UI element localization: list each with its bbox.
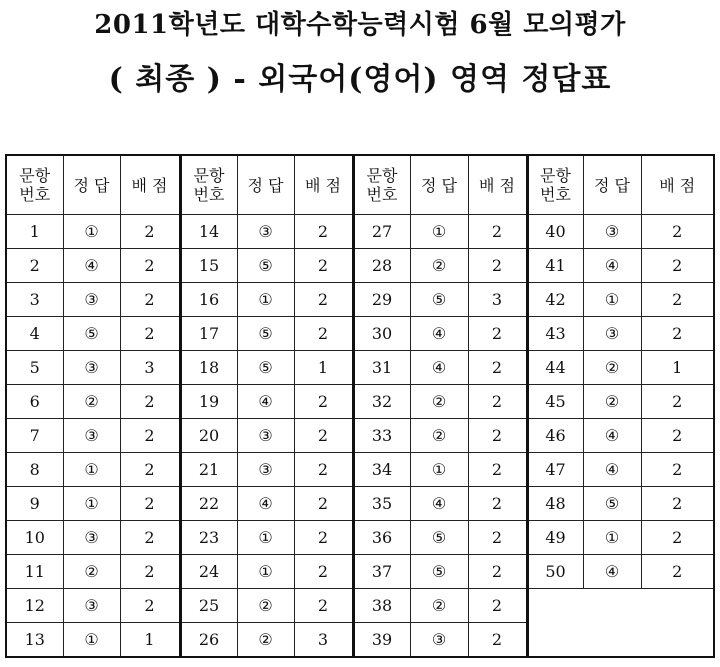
question-number: 30 <box>353 317 410 351</box>
question-number: 34 <box>353 453 410 487</box>
question-number: 24 <box>180 555 237 589</box>
answer-mark: ② <box>63 555 120 589</box>
answer-mark: ① <box>63 453 120 487</box>
score-value: 2 <box>468 623 527 658</box>
score-value: 2 <box>120 317 180 351</box>
answer-mark: ② <box>583 351 641 385</box>
answer-mark: ⑤ <box>410 555 468 589</box>
score-value: 3 <box>120 351 180 385</box>
score-value: 2 <box>294 487 353 521</box>
answer-mark: ⑤ <box>410 521 468 555</box>
score-value: 2 <box>641 521 714 555</box>
question-number: 33 <box>353 419 410 453</box>
question-number: 25 <box>180 589 237 623</box>
score-value: 2 <box>641 385 714 419</box>
answer-mark: ④ <box>583 555 641 589</box>
question-number: 49 <box>527 521 583 555</box>
question-number: 9 <box>6 487 63 521</box>
answer-mark: ③ <box>583 317 641 351</box>
answer-mark: ① <box>237 283 294 317</box>
score-value: 2 <box>120 453 180 487</box>
answer-mark: ④ <box>237 487 294 521</box>
answer-mark: ④ <box>237 385 294 419</box>
question-number: 36 <box>353 521 410 555</box>
answer-mark: ① <box>63 487 120 521</box>
table-row <box>6 385 714 419</box>
score-value: 2 <box>641 215 714 249</box>
question-number: 4 <box>6 317 63 351</box>
answer-mark: ② <box>410 249 468 283</box>
question-number: 17 <box>180 317 237 351</box>
question-number: 45 <box>527 385 583 419</box>
answer-mark: ③ <box>63 351 120 385</box>
answer-mark: ④ <box>583 453 641 487</box>
answer-mark: ④ <box>63 249 120 283</box>
question-number: 16 <box>180 283 237 317</box>
table-row <box>6 453 714 487</box>
header-answer: 정 답 <box>583 155 641 215</box>
question-number: 29 <box>353 283 410 317</box>
answer-mark: ③ <box>237 215 294 249</box>
answer-mark: ⑤ <box>410 283 468 317</box>
score-value: 2 <box>468 317 527 351</box>
answer-mark: ④ <box>410 351 468 385</box>
score-value: 2 <box>468 589 527 623</box>
empty-cell <box>583 589 641 623</box>
answer-mark: ③ <box>63 419 120 453</box>
score-value: 2 <box>294 317 353 351</box>
score-value: 2 <box>120 419 180 453</box>
header-question-number: 문항 번호 <box>180 155 237 215</box>
answer-mark: ② <box>237 589 294 623</box>
score-value: 2 <box>641 249 714 283</box>
question-number: 48 <box>527 487 583 521</box>
header-score: 배 점 <box>468 155 527 215</box>
answer-mark: ④ <box>583 249 641 283</box>
question-number: 2 <box>6 249 63 283</box>
answer-mark: ① <box>583 521 641 555</box>
question-number: 31 <box>353 351 410 385</box>
table-row <box>6 215 714 249</box>
question-number: 28 <box>353 249 410 283</box>
score-value: 2 <box>468 521 527 555</box>
question-number: 18 <box>180 351 237 385</box>
table-row <box>6 419 714 453</box>
table-row <box>6 283 714 317</box>
answer-mark: ① <box>63 215 120 249</box>
question-number: 50 <box>527 555 583 589</box>
question-number: 19 <box>180 385 237 419</box>
question-number: 10 <box>6 521 63 555</box>
answer-mark: ④ <box>410 317 468 351</box>
question-number: 43 <box>527 317 583 351</box>
score-value: 2 <box>294 521 353 555</box>
question-number: 1 <box>6 215 63 249</box>
question-number: 35 <box>353 487 410 521</box>
answer-mark: ③ <box>237 419 294 453</box>
question-number: 22 <box>180 487 237 521</box>
header-score: 배 점 <box>120 155 180 215</box>
question-number: 38 <box>353 589 410 623</box>
score-value: 3 <box>468 283 527 317</box>
empty-cell <box>527 589 583 623</box>
header-question-number: 문항 번호 <box>353 155 410 215</box>
answer-mark: ③ <box>410 623 468 658</box>
score-value: 2 <box>294 419 353 453</box>
score-value: 2 <box>120 589 180 623</box>
question-number: 46 <box>527 419 583 453</box>
answer-mark: ⑤ <box>583 487 641 521</box>
table-row <box>6 317 714 351</box>
header-score: 배 점 <box>294 155 353 215</box>
table-row <box>6 487 714 521</box>
score-value: 2 <box>120 215 180 249</box>
answer-mark: ② <box>237 623 294 658</box>
question-number: 20 <box>180 419 237 453</box>
answer-mark: ⑤ <box>237 351 294 385</box>
answer-mark: ③ <box>63 521 120 555</box>
score-value: 2 <box>468 555 527 589</box>
question-number: 27 <box>353 215 410 249</box>
question-number: 26 <box>180 623 237 658</box>
score-value: 2 <box>641 419 714 453</box>
question-number: 44 <box>527 351 583 385</box>
table-row <box>6 249 714 283</box>
table-row <box>6 589 714 623</box>
question-number: 14 <box>180 215 237 249</box>
page-title: 2011학년도 대학수학능력시험 6월 모의평가 <box>94 10 626 40</box>
table-row <box>6 521 714 555</box>
answer-mark: ④ <box>583 419 641 453</box>
empty-cell <box>641 589 714 623</box>
answer-mark: ② <box>410 589 468 623</box>
empty-cell <box>641 623 714 658</box>
answer-mark: ② <box>63 385 120 419</box>
score-value: 2 <box>468 419 527 453</box>
page-subtitle: ( 최종 ) - 외국어(영어) 영역 정답표 <box>108 62 612 97</box>
score-value: 2 <box>294 589 353 623</box>
score-value: 2 <box>468 385 527 419</box>
question-number: 3 <box>6 283 63 317</box>
score-value: 2 <box>120 521 180 555</box>
answer-mark: ③ <box>237 453 294 487</box>
answer-mark: ③ <box>583 215 641 249</box>
question-number: 47 <box>527 453 583 487</box>
score-value: 2 <box>294 215 353 249</box>
answer-mark: ① <box>410 215 468 249</box>
header-score: 배 점 <box>641 155 714 215</box>
score-value: 3 <box>294 623 353 658</box>
score-value: 2 <box>120 249 180 283</box>
answer-mark: ④ <box>410 487 468 521</box>
table-row <box>6 351 714 385</box>
question-number: 23 <box>180 521 237 555</box>
score-value: 2 <box>294 283 353 317</box>
score-value: 2 <box>294 555 353 589</box>
question-number: 6 <box>6 385 63 419</box>
answer-mark: ② <box>410 385 468 419</box>
answer-mark: ② <box>410 419 468 453</box>
question-number: 5 <box>6 351 63 385</box>
score-value: 2 <box>120 555 180 589</box>
score-value: 2 <box>294 453 353 487</box>
score-value: 2 <box>468 453 527 487</box>
answer-mark: ① <box>410 453 468 487</box>
answer-mark: ① <box>583 283 641 317</box>
score-value: 2 <box>641 453 714 487</box>
score-value: 2 <box>641 555 714 589</box>
question-number: 40 <box>527 215 583 249</box>
table-row <box>6 623 714 658</box>
header-answer: 정 답 <box>63 155 120 215</box>
header-answer: 정 답 <box>237 155 294 215</box>
score-value: 2 <box>641 317 714 351</box>
question-number: 41 <box>527 249 583 283</box>
answer-mark: ⑤ <box>237 249 294 283</box>
answer-mark: ⑤ <box>63 317 120 351</box>
answer-mark: ③ <box>63 283 120 317</box>
header-row <box>6 155 714 215</box>
question-number: 11 <box>6 555 63 589</box>
answer-mark: ① <box>63 623 120 658</box>
score-value: 1 <box>641 351 714 385</box>
score-value: 2 <box>294 385 353 419</box>
answer-mark: ① <box>237 555 294 589</box>
empty-cell <box>527 623 583 658</box>
question-number: 13 <box>6 623 63 658</box>
score-value: 2 <box>120 283 180 317</box>
question-number: 39 <box>353 623 410 658</box>
score-value: 2 <box>120 385 180 419</box>
header-question-number: 문항 번호 <box>527 155 583 215</box>
score-value: 2 <box>468 215 527 249</box>
header-question-number: 문항 번호 <box>6 155 63 215</box>
score-value: 2 <box>468 351 527 385</box>
answer-table <box>5 154 715 658</box>
score-value: 1 <box>120 623 180 658</box>
table-row <box>6 555 714 589</box>
answer-mark: ② <box>583 385 641 419</box>
score-value: 2 <box>468 249 527 283</box>
header-answer: 정 답 <box>410 155 468 215</box>
score-value: 2 <box>641 283 714 317</box>
score-value: 2 <box>120 487 180 521</box>
answer-mark: ⑤ <box>237 317 294 351</box>
question-number: 32 <box>353 385 410 419</box>
question-number: 12 <box>6 589 63 623</box>
question-number: 7 <box>6 419 63 453</box>
answer-mark: ③ <box>63 589 120 623</box>
question-number: 15 <box>180 249 237 283</box>
question-number: 37 <box>353 555 410 589</box>
score-value: 2 <box>294 249 353 283</box>
score-value: 2 <box>641 487 714 521</box>
question-number: 21 <box>180 453 237 487</box>
question-number: 42 <box>527 283 583 317</box>
answer-mark: ① <box>237 521 294 555</box>
question-number: 8 <box>6 453 63 487</box>
empty-cell <box>583 623 641 658</box>
score-value: 1 <box>294 351 353 385</box>
score-value: 2 <box>468 487 527 521</box>
